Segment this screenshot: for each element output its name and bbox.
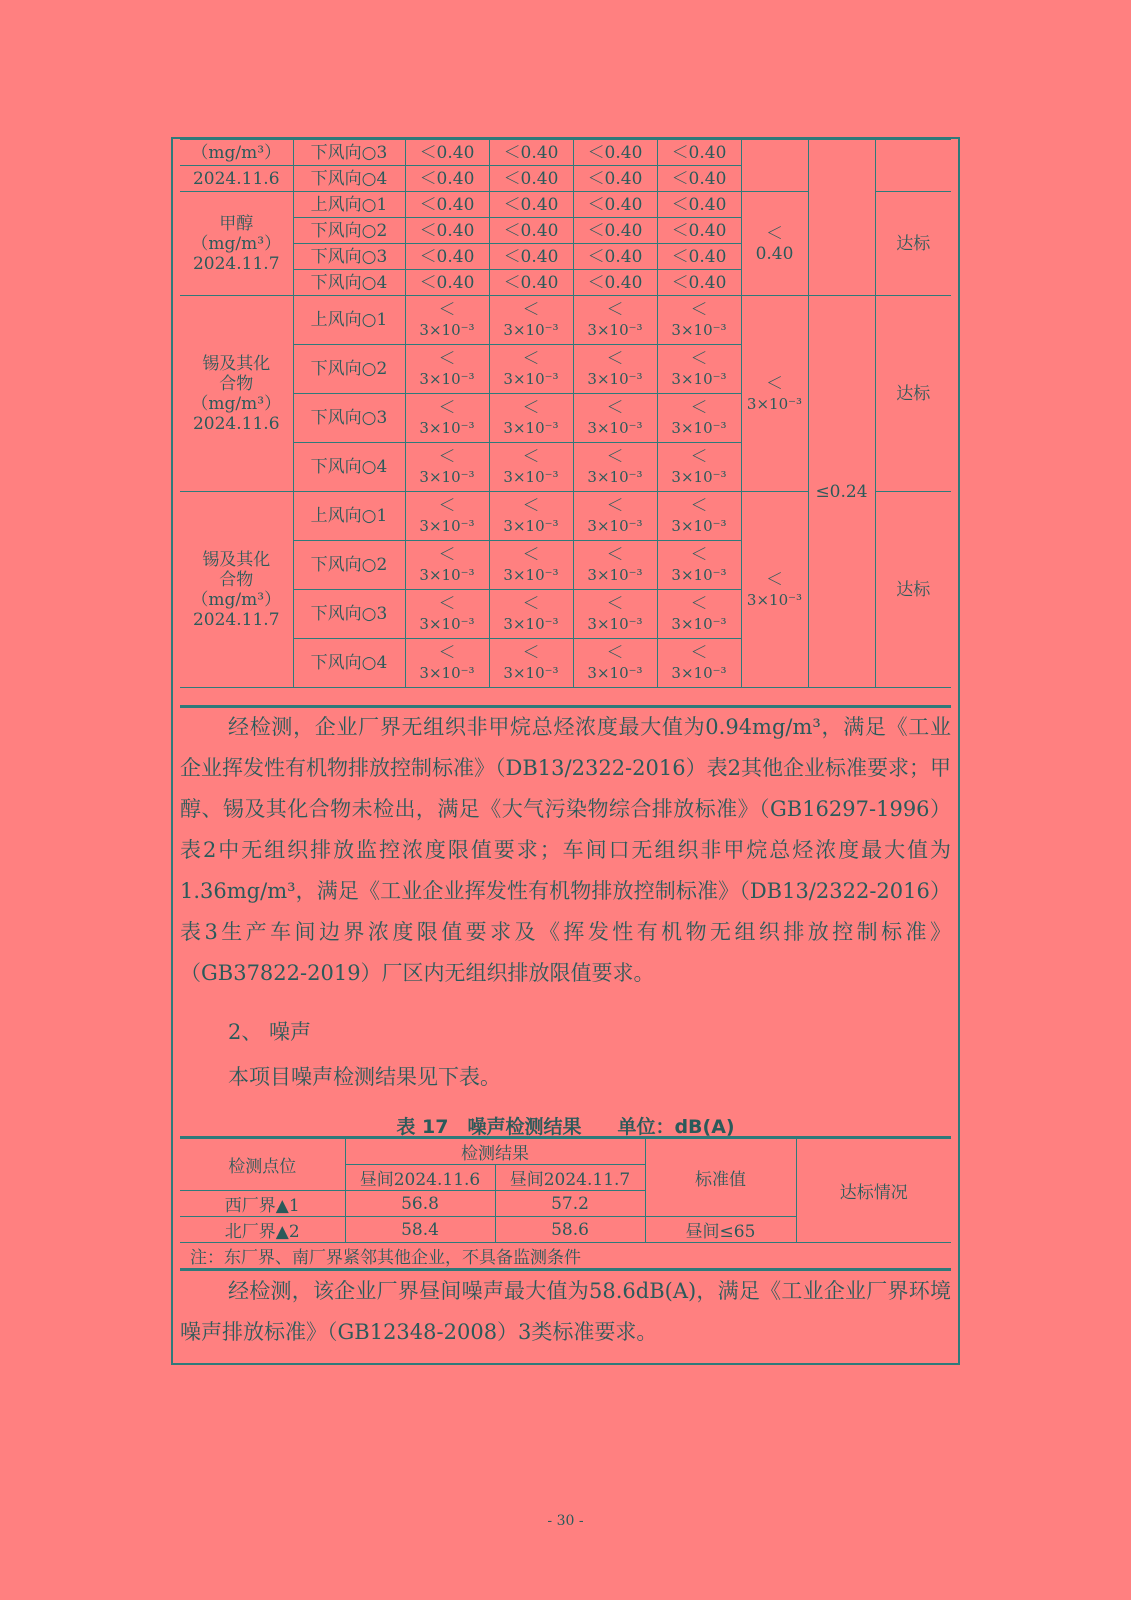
point-cell: 下风向○3 bbox=[293, 244, 405, 270]
value-cell: ＜ 3×10⁻³ bbox=[573, 296, 657, 345]
value-cell: ＜ 3×10⁻³ bbox=[573, 639, 657, 688]
value-cell: ＜0.40 bbox=[405, 140, 489, 166]
value-cell: ＜ 3×10⁻³ bbox=[405, 296, 489, 345]
value-cell: ＜ 3×10⁻³ bbox=[489, 443, 573, 492]
point-cell: 下风向○3 bbox=[293, 394, 405, 443]
section-heading-noise: 2、 噪声 bbox=[228, 1020, 312, 1044]
value-cell: ＜0.40 bbox=[489, 192, 573, 218]
conclusion-paragraph-noise: 经检测，该企业厂界昼间噪声最大值为58.6dB(A)，满足《工业企业厂界环境噪声排放标准》（GB12348-2008）3类标准要求。 bbox=[180, 1279, 951, 1344]
result-cell: 达标 bbox=[875, 192, 951, 296]
row-point: 北厂界▲2 bbox=[180, 1217, 345, 1243]
value-cell: ＜ 3×10⁻³ bbox=[657, 639, 741, 688]
pollutant-cell-tin-1107: 锡及其化 合物 （mg/m³） 2024.11.7 bbox=[180, 492, 293, 688]
point-cell: 上风向○1 bbox=[293, 492, 405, 541]
value-cell: ＜ 3×10⁻³ bbox=[405, 394, 489, 443]
value-cell: ＜0.40 bbox=[657, 270, 741, 296]
value-cell: ＜0.40 bbox=[405, 166, 489, 192]
value-cell: ＜ 3×10⁻³ bbox=[573, 541, 657, 590]
date-cell: 2024.11.6 bbox=[180, 166, 293, 192]
result-cell: 达标 bbox=[875, 492, 951, 688]
pollutant-cell-tin-1106: 锡及其化 合物 （mg/m³） 2024.11.6 bbox=[180, 296, 293, 492]
value-cell: ＜ 3×10⁻³ bbox=[657, 394, 741, 443]
standard-value: 昼间≤65 bbox=[645, 1217, 796, 1243]
value-cell: ＜0.40 bbox=[573, 270, 657, 296]
table-caption: 表 17 噪声检测结果 单位：dB(A) bbox=[396, 1116, 735, 1138]
max-cell: ＜ 3×10⁻³ bbox=[741, 492, 808, 688]
value-cell: ＜ 3×10⁻³ bbox=[657, 590, 741, 639]
value-cell: ＜ 3×10⁻³ bbox=[489, 541, 573, 590]
value-cell: ＜ 3×10⁻³ bbox=[405, 443, 489, 492]
header-result: 检测结果 bbox=[345, 1138, 645, 1165]
value-cell: ＜0.40 bbox=[657, 218, 741, 244]
header-standard: 标准值 bbox=[645, 1138, 796, 1217]
value-cell: ＜0.40 bbox=[489, 218, 573, 244]
header-point: 检测点位 bbox=[180, 1138, 345, 1191]
value-cell: ＜ 3×10⁻³ bbox=[573, 492, 657, 541]
value-cell: ＜0.40 bbox=[405, 270, 489, 296]
value-cell: ＜0.40 bbox=[489, 244, 573, 270]
value-cell: ＜ 3×10⁻³ bbox=[657, 492, 741, 541]
max-cell: ＜ 0.40 bbox=[741, 192, 808, 296]
value-cell: ＜ 3×10⁻³ bbox=[657, 345, 741, 394]
value-cell: ＜0.40 bbox=[657, 140, 741, 166]
value-cell: ＜ 3×10⁻³ bbox=[405, 541, 489, 590]
row-day2-value: 58.6 bbox=[495, 1217, 645, 1243]
standard-cell-tin: ≤0.24 bbox=[808, 296, 875, 688]
max-cell: ＜ 3×10⁻³ bbox=[741, 296, 808, 492]
value-cell: ＜ 3×10⁻³ bbox=[489, 639, 573, 688]
header-day1: 昼间2024.11.6 bbox=[345, 1165, 495, 1191]
value-cell: ＜ 3×10⁻³ bbox=[573, 345, 657, 394]
value-cell: ＜ 3×10⁻³ bbox=[489, 590, 573, 639]
point-cell: 下风向○4 bbox=[293, 166, 405, 192]
point-cell: 上风向○1 bbox=[293, 192, 405, 218]
header-status: 达标情况 bbox=[796, 1138, 951, 1243]
value-cell: ＜ 3×10⁻³ bbox=[489, 345, 573, 394]
value-cell: ＜ 3×10⁻³ bbox=[405, 590, 489, 639]
value-cell: ＜0.40 bbox=[573, 192, 657, 218]
point-cell: 上风向○1 bbox=[293, 296, 405, 345]
point-cell: 下风向○3 bbox=[293, 590, 405, 639]
value-cell: ＜0.40 bbox=[573, 244, 657, 270]
value-cell: ＜ 3×10⁻³ bbox=[657, 443, 741, 492]
value-cell: ＜0.40 bbox=[657, 166, 741, 192]
point-cell: 下风向○2 bbox=[293, 345, 405, 394]
value-cell: ＜ 3×10⁻³ bbox=[405, 639, 489, 688]
value-cell: ＜ 3×10⁻³ bbox=[405, 345, 489, 394]
table-note: 注：东厂界、南厂界紧邻其他企业，不具备监测条件 bbox=[180, 1243, 951, 1270]
point-cell: 下风向○3 bbox=[293, 140, 405, 166]
conclusion-paragraph-air: 经检测，企业厂界无组织非甲烷总烃浓度最大值为0.94mg/m³，满足《工业企业挥发性有机物排放控制标准》（DB13/2322-2016）表2其他企业标准要求；甲醇、锡及其化合物未检出，满足《大气污染物综合排放标准》（GB16297-1996）表2中无组织排放监控浓度限值要求；车间口无组织非甲烷总烃浓度最大值为1.36mg/m³，满足《工业企业挥发性有机物排放控制标准》（DB13/2322-2016）表3生产车间边界浓度限值要求及《挥发性有机物无组织排放控制标准》（GB37822-2019）厂区内无组织排放限值要求。 bbox=[180, 715, 951, 985]
value-cell: ＜ 3×10⁻³ bbox=[573, 590, 657, 639]
row-point: 西厂界▲1 bbox=[180, 1191, 345, 1217]
noise-table bbox=[180, 1136, 951, 1271]
value-cell: ＜ 3×10⁻³ bbox=[573, 443, 657, 492]
value-cell: ＜0.40 bbox=[573, 166, 657, 192]
point-cell: 下风向○2 bbox=[293, 541, 405, 590]
point-cell: 下风向○4 bbox=[293, 443, 405, 492]
page-number: - 30 - bbox=[547, 1513, 584, 1529]
air-monitoring-table bbox=[180, 139, 951, 688]
value-cell: ＜0.40 bbox=[489, 166, 573, 192]
intro-paragraph: 本项目噪声检测结果见下表。 bbox=[228, 1065, 501, 1089]
pollutant-cell: （mg/m³） bbox=[180, 140, 293, 166]
value-cell: ＜0.40 bbox=[405, 244, 489, 270]
value-cell: ＜0.40 bbox=[489, 140, 573, 166]
row-day1-value: 58.4 bbox=[345, 1217, 495, 1243]
value-cell: ＜0.40 bbox=[573, 218, 657, 244]
value-cell: ＜ 3×10⁻³ bbox=[489, 394, 573, 443]
pollutant-cell-methanol: 甲醇 （mg/m³） 2024.11.7 bbox=[180, 192, 293, 296]
value-cell: ＜0.40 bbox=[405, 192, 489, 218]
value-cell: ＜0.40 bbox=[489, 270, 573, 296]
value-cell: ＜ 3×10⁻³ bbox=[657, 296, 741, 345]
point-cell: 下风向○4 bbox=[293, 270, 405, 296]
header-day2: 昼间2024.11.7 bbox=[495, 1165, 645, 1191]
value-cell: ＜0.40 bbox=[573, 140, 657, 166]
value-cell: ＜0.40 bbox=[657, 192, 741, 218]
max-cell bbox=[741, 140, 808, 192]
value-cell: ＜ 3×10⁻³ bbox=[489, 492, 573, 541]
row-day1-value: 56.8 bbox=[345, 1191, 495, 1217]
value-cell: ＜ 3×10⁻³ bbox=[573, 394, 657, 443]
row-day2-value: 57.2 bbox=[495, 1191, 645, 1217]
value-cell: ＜ 3×10⁻³ bbox=[405, 492, 489, 541]
point-cell: 下风向○4 bbox=[293, 639, 405, 688]
value-cell: ＜ 3×10⁻³ bbox=[489, 296, 573, 345]
standard-cell bbox=[808, 140, 875, 296]
value-cell: ＜0.40 bbox=[657, 244, 741, 270]
value-cell: ＜0.40 bbox=[405, 218, 489, 244]
value-cell: ＜ 3×10⁻³ bbox=[657, 541, 741, 590]
result-cell bbox=[875, 140, 951, 192]
result-cell: 达标 bbox=[875, 296, 951, 492]
point-cell: 下风向○2 bbox=[293, 218, 405, 244]
